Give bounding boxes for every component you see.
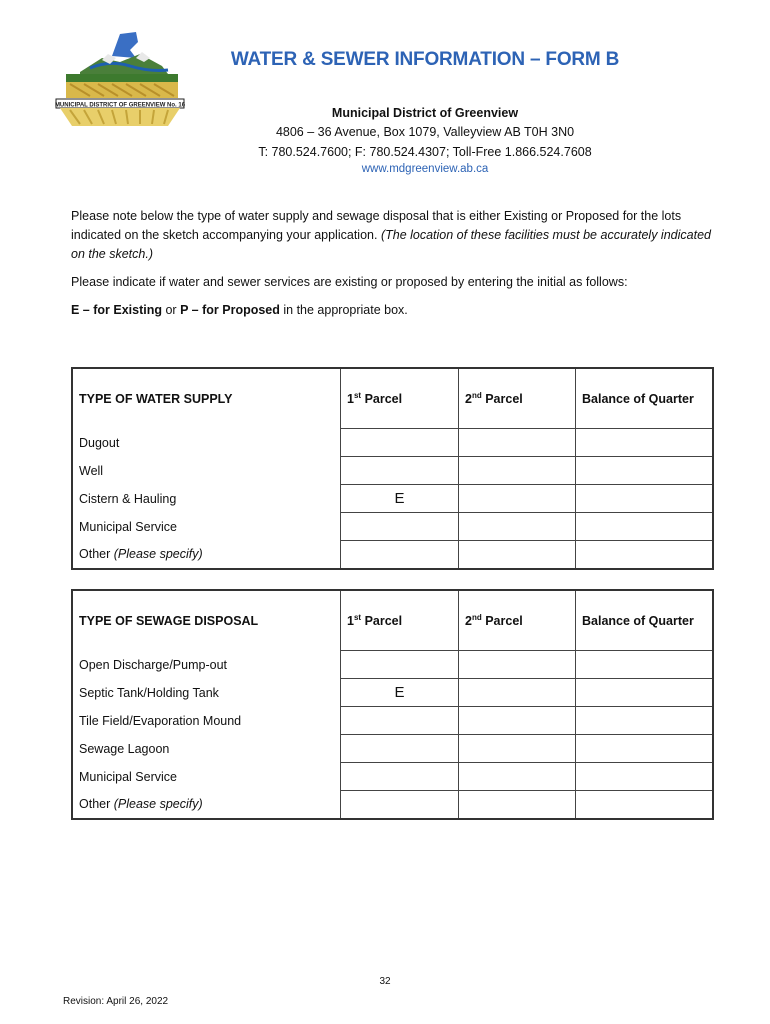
row-label: Municipal Service — [72, 763, 341, 791]
form-title: WATER & SEWER INFORMATION – FORM B — [230, 49, 620, 70]
sewage-other-parcel1-cell[interactable] — [341, 791, 459, 820]
water-cistern-parcel2-cell[interactable] — [459, 485, 576, 513]
org-name: Municipal District of Greenview — [331, 106, 519, 120]
water-well-parcel2-cell[interactable] — [459, 457, 576, 485]
table-row — [72, 651, 713, 679]
col-parcel-1: 1st Parcel — [341, 368, 459, 429]
sewage-municipal-parcel2-cell[interactable] — [459, 763, 576, 791]
sewage-tilefield-parcel2-cell[interactable] — [459, 707, 576, 735]
sewage-heading: TYPE OF SEWAGE DISPOSAL — [72, 590, 341, 651]
instruction-paragraph: Please indicate if water and sewer services are existing or proposed by entering the initial as follows: — [71, 275, 628, 289]
water-other-balance-cell[interactable] — [576, 541, 714, 570]
col-balance-quarter: Balance of Quarter — [576, 368, 714, 429]
water-municipal-parcel1-cell[interactable] — [341, 513, 459, 541]
sewage-septic-parcel1-cell[interactable]: E — [341, 679, 459, 707]
sewage-municipal-balance-cell[interactable] — [576, 763, 714, 791]
table-row — [72, 679, 713, 707]
table-row — [72, 457, 713, 485]
page-number: 32 — [379, 976, 391, 987]
org-website-link[interactable]: www.mdgreenview.ab.ca — [361, 163, 489, 175]
col-parcel-1: 1st Parcel — [341, 590, 459, 651]
sewage-discharge-balance-cell[interactable] — [576, 651, 714, 679]
row-label: Dugout — [72, 429, 341, 457]
table-row — [72, 735, 713, 763]
water-other-parcel1-cell[interactable] — [341, 541, 459, 570]
sewage-discharge-parcel2-cell[interactable] — [459, 651, 576, 679]
intro-text: Please note below the type of water supply and sewage disposal that is either Existing or Proposed for the lots indicated on the sketch accompanying your application. — [71, 209, 682, 242]
water-dugout-parcel1-cell[interactable] — [341, 429, 459, 457]
legend-or: or — [165, 303, 177, 317]
sewage-lagoon-parcel1-cell[interactable] — [341, 735, 459, 763]
row-label: Well — [72, 457, 341, 485]
water-well-parcel1-cell[interactable] — [341, 457, 459, 485]
col-parcel-2: 2nd Parcel — [459, 590, 576, 651]
row-label: Tile Field/Evaporation Mound — [72, 707, 341, 735]
table-row — [72, 485, 713, 513]
row-label: Other (Please specify) — [72, 791, 341, 820]
row-label: Cistern & Hauling — [72, 485, 341, 513]
legend-paragraph — [71, 301, 711, 320]
legend-tail: in the appropriate box. — [283, 303, 408, 317]
sewage-disposal-table — [71, 589, 714, 820]
water-dugout-parcel2-cell[interactable] — [459, 429, 576, 457]
sewage-lagoon-balance-cell[interactable] — [576, 735, 714, 763]
sewage-lagoon-parcel2-cell[interactable] — [459, 735, 576, 763]
sewage-header-row — [72, 590, 713, 651]
water-dugout-balance-cell[interactable] — [576, 429, 714, 457]
table-row — [72, 791, 713, 820]
sewage-other-balance-cell[interactable] — [576, 791, 714, 820]
water-supply-table — [71, 367, 714, 570]
intro-paragraph — [71, 207, 711, 264]
row-label: Open Discharge/Pump-out — [72, 651, 341, 679]
sewage-municipal-parcel1-cell[interactable] — [341, 763, 459, 791]
water-header-row — [72, 368, 713, 429]
row-label: Septic Tank/Holding Tank — [72, 679, 341, 707]
col-parcel-2: 2nd Parcel — [459, 368, 576, 429]
col-balance-quarter: Balance of Quarter — [576, 590, 714, 651]
water-cistern-balance-cell[interactable] — [576, 485, 714, 513]
water-other-parcel2-cell[interactable] — [459, 541, 576, 570]
sewage-septic-parcel2-cell[interactable] — [459, 679, 576, 707]
table-row — [72, 707, 713, 735]
row-label: Sewage Lagoon — [72, 735, 341, 763]
sewage-other-parcel2-cell[interactable] — [459, 791, 576, 820]
water-cistern-parcel1-cell[interactable]: E — [341, 485, 459, 513]
org-phones: T: 780.524.7600; F: 780.524.4307; Toll-Free 1.866.524.7608 — [258, 145, 592, 159]
logo-text: MUNICIPAL DISTRICT OF GREENVIEW No. 16 — [54, 102, 186, 109]
water-municipal-balance-cell[interactable] — [576, 513, 714, 541]
row-label: Other (Please specify) — [72, 541, 341, 570]
revision-date: Revision: April 26, 2022 — [63, 996, 169, 1007]
table-row — [72, 513, 713, 541]
sewage-tilefield-parcel1-cell[interactable] — [341, 707, 459, 735]
table-row — [72, 541, 713, 570]
water-municipal-parcel2-cell[interactable] — [459, 513, 576, 541]
sewage-discharge-parcel1-cell[interactable] — [341, 651, 459, 679]
legend-proposed: P – for Proposed — [180, 303, 280, 317]
row-label: Municipal Service — [72, 513, 341, 541]
table-row — [72, 763, 713, 791]
water-heading: TYPE OF WATER SUPPLY — [72, 368, 341, 429]
sewage-tilefield-balance-cell[interactable] — [576, 707, 714, 735]
legend-existing: E – for Existing — [71, 303, 162, 317]
table-row — [72, 429, 713, 457]
org-address: 4806 – 36 Avenue, Box 1079, Valleyview AB T0H 3N0 — [275, 125, 575, 139]
intro-italic-note: (The location of these facilities must be accurately indicated on the sketch.) — [71, 228, 711, 261]
water-well-balance-cell[interactable] — [576, 457, 714, 485]
sewage-septic-balance-cell[interactable] — [576, 679, 714, 707]
